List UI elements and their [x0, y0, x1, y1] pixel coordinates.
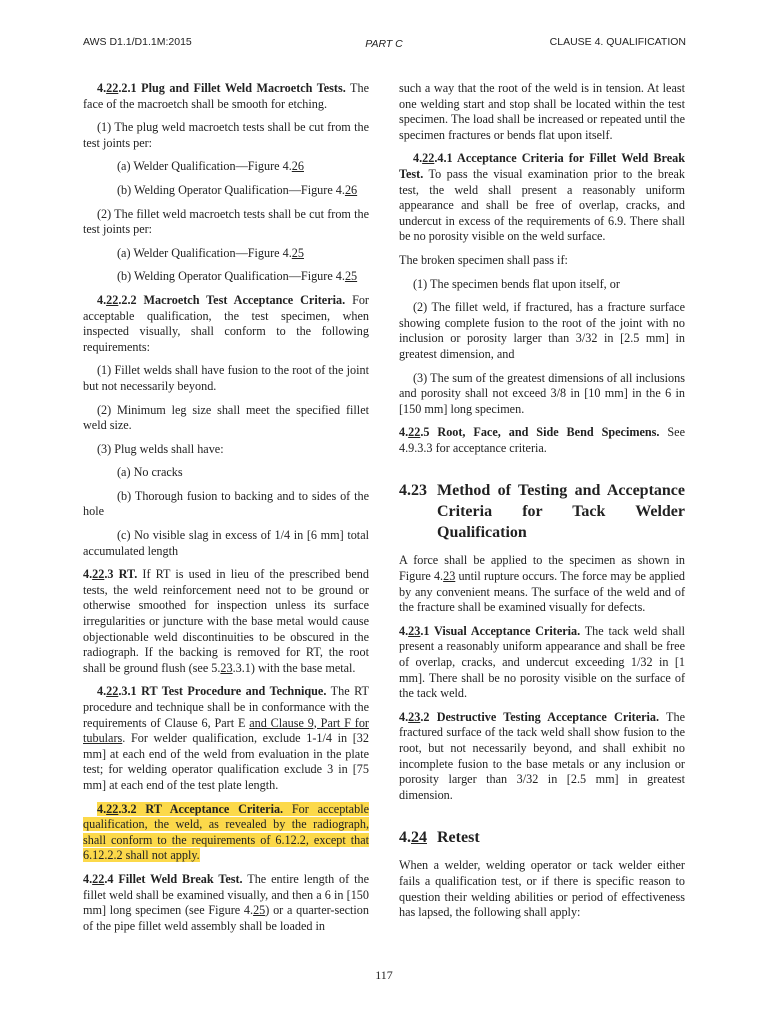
left-column: [83, 81, 369, 942]
list-item: (b) Welding Operator Qualification—Figure 4.26: [117, 182, 358, 197]
paragraph: (2) The fillet weld, if fractured, has a fracture surface showing complete fusion to the root of the joint with no inclusion or porosity larger than 3/32 in [2.5 mm] in greatest dimension, and: [399, 300, 685, 361]
paragraph-4-22-3-1: 4.22.3.1 RT Test Procedure and Technique. The RT procedure and technique shall be in conformance with the requirements of Clause 6, Part E and Clause 9, Part F for tubulars. For welder qualification, exclude 1-1/4 in [32 mm] at each end of the weld from evaluation in the plate test; for welding operator qualification exclude 3 in [75 mm] at each end of the test plate length.: [83, 684, 369, 792]
paragraph: The broken specimen shall pass if:: [399, 252, 568, 267]
list-item: (b) Thorough fusion to backing and to sides of the hole: [83, 488, 369, 519]
paragraph: (1) The specimen bends flat upon itself, or: [413, 276, 620, 291]
page-number: 117: [375, 968, 393, 982]
paragraph-4-22-5: 4.22.5 Root, Face, and Side Bend Specimens. See 4.9.3.3 for acceptance criteria.: [399, 425, 685, 455]
paragraph: (1) The plug weld macroetch tests shall be cut from the test joints per:: [83, 120, 369, 150]
list-item: (b) Welding Operator Qualification—Figure 4.25: [117, 269, 358, 284]
header-part: PART C: [365, 38, 403, 50]
section-heading-4-24: 4.24 Retest: [399, 829, 480, 847]
paragraph: (2) The fillet weld macroetch tests shall be cut from the test joints per:: [83, 206, 369, 237]
paragraph: (2) Minimum leg size shall meet the specified fillet weld size.: [83, 402, 369, 433]
paragraph-4-22-2-1: 4.22.2.1 Plug and Fillet Weld Macroetch Tests. The face of the macroetch shall be smooth for etching.: [83, 81, 369, 111]
paragraph: (3) Plug welds shall have:: [97, 441, 224, 456]
header-clause: CLAUSE 4. QUALIFICATION: [549, 36, 686, 48]
paragraph-4-22-4: 4.22.4 Fillet Weld Break Test. The entire length of the fillet weld shall be examined visually, and then a 6 in [150 mm] long specimen (see Figure 4.25) or a quarter-section of the pipe fillet weld assembly shall be loaded in: [83, 871, 369, 933]
paragraph: A force shall be applied to the specimen as shown in Figure 4.23 until rupture occurs. The force may be applied by any convenient means. The surface of the weld and of the fracture shall be examined visually for defects.: [399, 553, 685, 615]
paragraph-4-22-2-2: 4.22.2.2 Macroetch Test Acceptance Criteria. For acceptable qualification, the test specimen, when inspected visually, shall conform to the following requirements:: [83, 292, 369, 354]
paragraph: such a way that the root of the weld is in tension. At least one welding start and stop shall be located within the test specimen. The load shall be increased or repeated until the specimen fractures or bends flat upon itself.: [399, 81, 685, 142]
header-standard: AWS D1.1/D1.1M:2015: [83, 36, 192, 48]
paragraph-4-23-2: 4.23.2 Destructive Testing Acceptance Criteria. The fractured surface of the tack weld shall show fusion to the root, but not necessarily beyond, and shall exhibit no incomplete fusion to the base metals or any inclusion or porosity larger than 3/32 in [2.5 mm] in greatest dimension.: [399, 709, 685, 802]
list-item: (a) No cracks: [117, 465, 183, 480]
paragraph-4-22-4-1: 4.22.4.1 Acceptance Criteria for Fillet Weld Break Test. To pass the visual examination prior to the break test, the weld shall present a reasonably uniform appearance and shall be free of overlap, cracks, and undercut in excess of the requirements of 6.9. There shall be no porosity visible on the weld surface.: [399, 151, 685, 244]
paragraph: When a welder, welding operator or tack welder either fails a qualification test, or if there is specific reason to question their welding abilities or period of effectiveness has lapsed, the following shall apply:: [399, 858, 685, 920]
paragraph: (3) The sum of the greatest dimensions of all inclusions and porosity shall not exceed 3/8 in [10 mm] in the 6 in [150 mm] long specimen.: [399, 370, 685, 416]
list-item: (c) No visible slag in excess of 1/4 in [6 mm] total accumulated length: [83, 528, 369, 558]
right-column: [399, 81, 685, 929]
paragraph-4-22-3: 4.22.3 RT. If RT is used in lieu of the prescribed bend tests, the weld reinforcement need not to be ground or otherwise smoothed for inspection unless its surface irregularities or juncture with the base metal would cause objectionable weld discontinuities to be obscured in the radiograph. If the backing is removed for RT, the root shall be ground flush (see 5.23.3.1) with the base metal.: [83, 567, 369, 675]
paragraph: (1) Fillet welds shall have fusion to the root of the joint but not necessarily beyond.: [83, 363, 369, 393]
highlighted-paragraph-4-22-3-2: 4.22.3.2 RT Acceptance Criteria. For acceptable qualification, the weld, as revealed by the radiograph, shall conform to the requirements of 6.12.2, except that 6.12.2.2 shall not apply.: [83, 801, 369, 863]
section-heading-4-23: 4.23 Method of Testing and Acceptance Criteria for Tack Welder Qualification: [399, 482, 685, 542]
list-item: (a) Welder Qualification—Figure 4.25: [117, 245, 304, 260]
paragraph-4-23-1: 4.23.1 Visual Acceptance Criteria. The tack weld shall present a reasonably uniform appearance and shall be free of overlap, cracks, and undercut exceeding 1/32 in [1 mm]. There shall be no porosity visible on the surface of the tack weld.: [399, 623, 685, 701]
list-item: (a) Welder Qualification—Figure 4.26: [117, 159, 304, 174]
